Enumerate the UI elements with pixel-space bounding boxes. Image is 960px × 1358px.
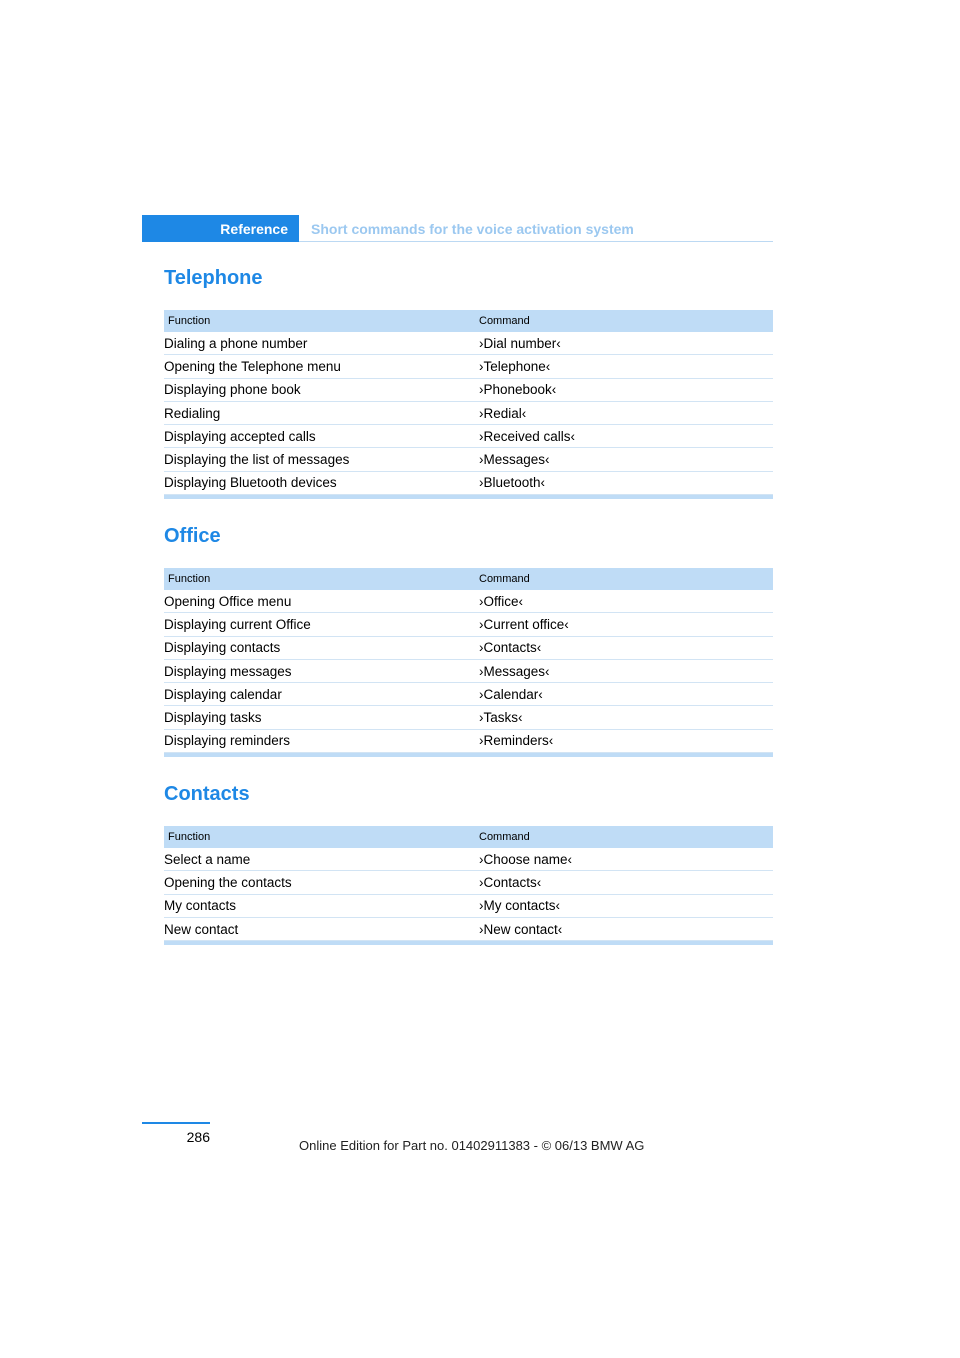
table-row bbox=[164, 730, 773, 753]
command-cell: ›Redial‹ bbox=[479, 405, 527, 421]
table-row bbox=[164, 706, 773, 729]
command-cell: ›Tasks‹ bbox=[479, 710, 523, 726]
table-row bbox=[164, 613, 773, 636]
table-bottom-rule bbox=[164, 495, 773, 499]
column-header-function: Function bbox=[168, 573, 211, 585]
table-row bbox=[164, 871, 773, 894]
column-header-function: Function bbox=[168, 315, 211, 327]
table-row bbox=[164, 332, 773, 355]
command-table bbox=[164, 568, 773, 757]
command-cell: ›Received calls‹ bbox=[479, 428, 576, 444]
section-title: Contacts bbox=[164, 783, 250, 805]
function-cell: Displaying the list of messages bbox=[164, 452, 350, 468]
command-cell: ›Choose name‹ bbox=[479, 851, 573, 867]
header-rule bbox=[299, 241, 773, 242]
command-cell: ›Bluetooth‹ bbox=[479, 475, 546, 491]
function-cell: New contact bbox=[164, 921, 239, 937]
command-cell: ›New contact‹ bbox=[479, 921, 563, 937]
command-cell: ›My contacts‹ bbox=[479, 898, 561, 914]
table-header bbox=[164, 310, 773, 332]
table-bottom-rule bbox=[164, 753, 773, 757]
table-row bbox=[164, 590, 773, 613]
function-cell: Displaying contacts bbox=[164, 640, 281, 656]
footer-rule bbox=[142, 1122, 210, 1124]
function-cell: Dialing a phone number bbox=[164, 335, 308, 351]
page-number: 286 bbox=[186, 1129, 210, 1145]
section-title: Telephone bbox=[164, 267, 263, 289]
function-cell: Opening the contacts bbox=[164, 874, 292, 890]
command-cell: ›Office‹ bbox=[479, 593, 524, 609]
function-cell: Displaying accepted calls bbox=[164, 428, 316, 444]
table-header bbox=[164, 568, 773, 590]
column-header-function: Function bbox=[168, 831, 211, 843]
chapter-tab: Reference bbox=[142, 215, 299, 242]
table-header bbox=[164, 826, 773, 848]
table-row bbox=[164, 425, 773, 448]
function-cell: My contacts bbox=[164, 898, 237, 914]
command-cell: ›Calendar‹ bbox=[479, 686, 543, 702]
function-cell: Redialing bbox=[164, 405, 221, 421]
section-title: Office bbox=[164, 525, 221, 547]
column-header-command: Command bbox=[479, 831, 530, 843]
function-cell: Displaying reminders bbox=[164, 733, 291, 749]
table-row bbox=[164, 895, 773, 918]
table-row bbox=[164, 683, 773, 706]
function-cell: Displaying tasks bbox=[164, 710, 262, 726]
column-header-command: Command bbox=[479, 573, 530, 585]
table-bottom-rule bbox=[164, 941, 773, 945]
table-row bbox=[164, 660, 773, 683]
edition-notice: Online Edition for Part no. 01402911383 - © 06/13 BMW AG bbox=[299, 1138, 645, 1153]
table-row bbox=[164, 848, 773, 871]
function-cell: Opening the Telephone menu bbox=[164, 358, 341, 374]
function-cell: Displaying phone book bbox=[164, 382, 301, 398]
command-cell: ›Current office‹ bbox=[479, 616, 569, 632]
command-cell: ›Reminders‹ bbox=[479, 733, 554, 749]
function-cell: Opening Office menu bbox=[164, 593, 292, 609]
column-header-command: Command bbox=[479, 315, 530, 327]
running-header-title: Short commands for the voice activation system bbox=[311, 221, 634, 237]
table-row bbox=[164, 379, 773, 402]
command-cell: ›Dial number‹ bbox=[479, 335, 561, 351]
command-cell: ›Telephone‹ bbox=[479, 358, 551, 374]
table-row bbox=[164, 472, 773, 495]
table-row bbox=[164, 918, 773, 941]
command-cell: ›Messages‹ bbox=[479, 452, 550, 468]
function-cell: Select a name bbox=[164, 851, 251, 867]
command-table bbox=[164, 310, 773, 499]
command-cell: ›Messages‹ bbox=[479, 663, 550, 679]
function-cell: Displaying Bluetooth devices bbox=[164, 475, 337, 491]
table-row bbox=[164, 448, 773, 471]
function-cell: Displaying current Office bbox=[164, 616, 311, 632]
command-cell: ›Contacts‹ bbox=[479, 874, 542, 890]
command-table bbox=[164, 826, 773, 945]
table-row bbox=[164, 402, 773, 425]
command-cell: ›Contacts‹ bbox=[479, 640, 542, 656]
table-row bbox=[164, 637, 773, 660]
command-cell: ›Phonebook‹ bbox=[479, 382, 557, 398]
function-cell: Displaying calendar bbox=[164, 686, 282, 702]
table-row bbox=[164, 355, 773, 378]
function-cell: Displaying messages bbox=[164, 663, 292, 679]
